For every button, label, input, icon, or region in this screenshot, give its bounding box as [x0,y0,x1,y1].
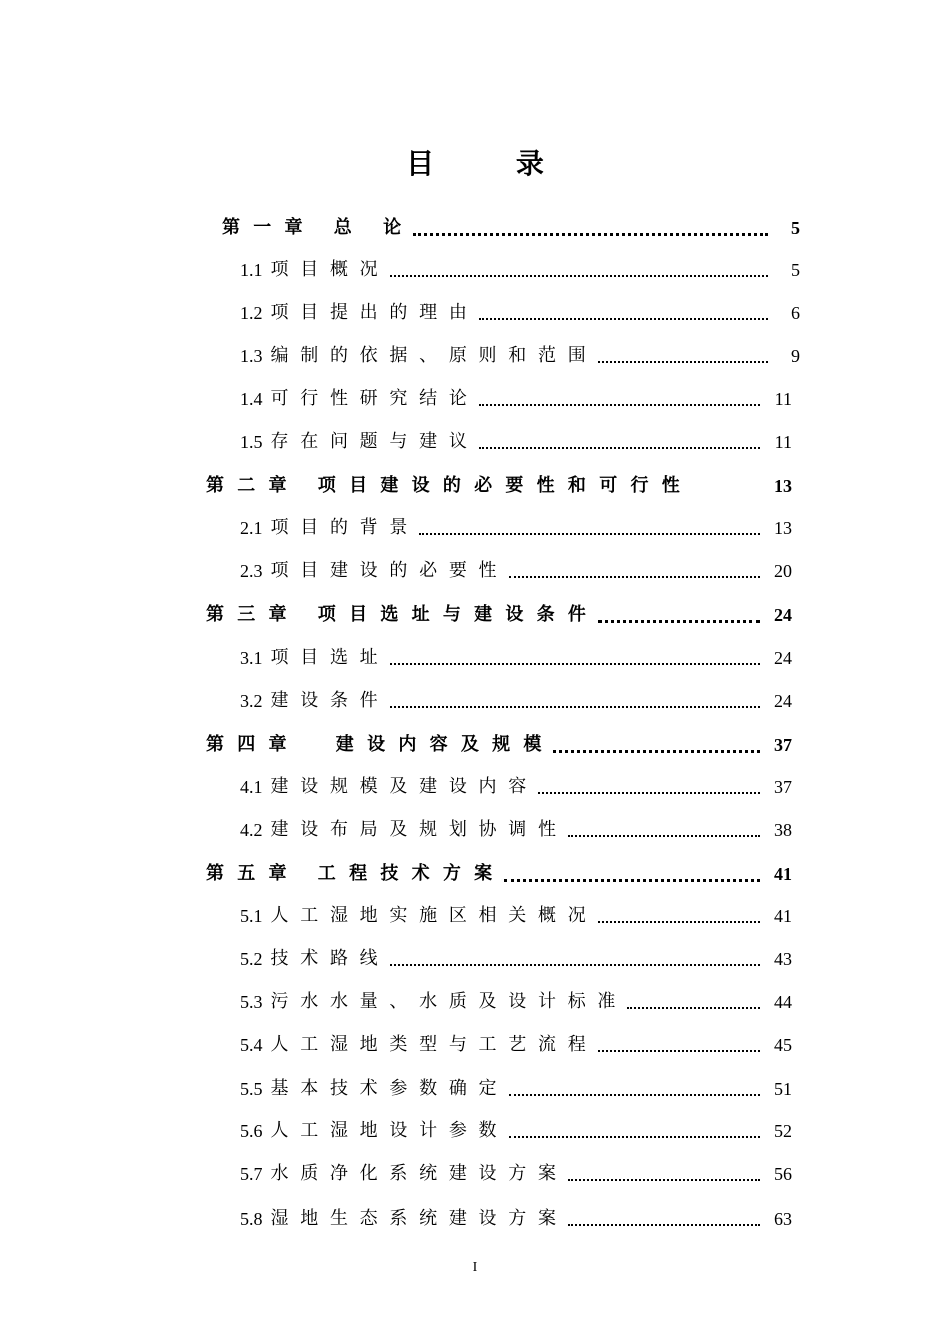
toc-section-entry[interactable] [240,510,792,540]
toc-section-title: 技 术 路 线 [270,948,378,969]
toc-page-number: 13 [774,476,792,496]
toc-chapter-title: 第 三 章 项 目 选 址 与 建 设 条 件 [206,604,586,625]
toc-section-number: 1.4 [240,389,263,409]
toc-section-entry[interactable] [240,553,792,583]
toc-page-number: 24 [774,605,792,625]
toc-chapter-entry[interactable] [222,210,800,240]
toc-page-number: 24 [774,648,792,668]
toc-section-entry[interactable] [240,1113,792,1143]
toc-dot-leader [479,306,768,320]
toc-section-number: 5.8 [240,1209,263,1229]
toc-page-number: 11 [774,432,792,452]
toc-title: 目 录 [406,147,580,180]
toc-section-title: 建 设 条 件 [270,690,378,711]
toc-chapter-title: 第 四 章 建 设 内 容 及 规 模 [206,734,542,755]
toc-section-number: 3.2 [240,691,263,711]
toc-dot-leader [390,263,768,277]
toc-dot-leader [419,521,760,535]
toc-section-entry[interactable] [240,252,800,282]
toc-section-title: 项 目 的 背 景 [270,517,408,538]
toc-section-number: 5.2 [240,949,263,969]
toc-section-number: 1.3 [240,346,263,366]
toc-section-entry[interactable] [240,640,792,670]
toc-section-number: 5.7 [240,1164,263,1184]
toc-section-number: 4.2 [240,820,263,840]
toc-section-title: 水 质 净 化 系 统 建 设 方 案 [270,1163,556,1184]
toc-section-entry[interactable] [240,424,792,454]
toc-section-title: 基 本 技 术 参 数 确 定 [270,1078,497,1099]
toc-dot-leader [598,349,768,363]
toc-section-entry[interactable] [240,1027,792,1057]
toc-dot-leader [504,867,760,882]
toc-section-title: 人 工 湿 地 实 施 区 相 关 概 况 [270,905,586,926]
toc-section-entry[interactable] [240,1071,792,1101]
toc-section-title: 项 目 概 况 [270,259,378,280]
toc-page-number: 13 [774,518,792,538]
toc-section-entry[interactable] [240,295,800,325]
toc-dot-leader [598,909,760,923]
toc-section-number: 1.1 [240,260,263,280]
toc-dot-leader [390,651,760,665]
toc-dot-leader [413,221,768,236]
toc-page-number: 24 [774,691,792,711]
toc-chapter-title: 第 五 章 工 程 技 术 方 案 [206,863,493,884]
toc-page-number: 44 [774,992,792,1012]
toc-section-title: 存 在 问 题 与 建 议 [270,431,467,452]
toc-page-number: 5 [791,260,800,280]
toc-section-entry[interactable] [240,381,792,411]
toc-page-number: 38 [774,820,792,840]
toc-chapter-entry[interactable] [206,856,792,886]
toc-page-number: 20 [774,561,792,581]
toc-section-title: 可 行 性 研 究 结 论 [270,388,467,409]
toc-dot-leader [553,738,760,753]
toc-page-number: 37 [774,735,792,755]
toc-dot-leader [390,952,760,966]
toc-section-title: 人 工 湿 地 类 型 与 工 艺 流 程 [270,1034,586,1055]
toc-page-number: 9 [791,346,800,366]
toc-section-number: 1.2 [240,303,263,323]
toc-section-title: 建 设 规 模 及 建 设 内 容 [270,776,527,797]
toc-section-title: 污 水 水 量 、 水 质 及 设 计 标 准 [270,991,616,1012]
toc-chapter-entry[interactable] [206,468,792,498]
toc-page-number: 41 [774,906,792,926]
toc-page-number: 45 [774,1035,792,1055]
toc-page-number: 6 [791,303,800,323]
toc-chapter-entry[interactable] [206,597,792,627]
toc-section-title: 项 目 选 址 [270,647,378,668]
toc-page-number: 52 [774,1121,792,1141]
toc-section-entry[interactable] [240,683,792,713]
toc-section-title: 编 制 的 依 据 、 原 则 和 范 围 [270,345,586,366]
toc-section-number: 2.1 [240,518,263,538]
toc-chapter-entry[interactable] [206,727,792,757]
toc-section-title: 人 工 湿 地 设 计 参 数 [270,1120,497,1141]
toc-section-entry[interactable] [240,769,792,799]
toc-dot-leader [627,995,760,1009]
toc-section-number: 5.3 [240,992,263,1012]
toc-chapter-title: 第 二 章 项 目 建 设 的 必 要 性 和 可 行 性 [206,475,680,496]
toc-dot-leader [598,1038,760,1052]
toc-dot-leader [692,482,760,494]
toc-dot-leader [568,1212,760,1226]
toc-section-title: 项 目 建 设 的 必 要 性 [270,560,497,581]
toc-page-number: 41 [774,864,792,884]
toc-section-number: 3.1 [240,648,263,668]
toc-page-number: 56 [774,1164,792,1184]
toc-section-title: 项 目 提 出 的 理 由 [270,302,467,323]
toc-section-entry[interactable] [240,338,800,368]
toc-section-entry[interactable] [240,984,792,1014]
toc-page-number: 37 [774,777,792,797]
toc-section-number: 5.6 [240,1121,263,1141]
toc-dot-leader [568,823,760,837]
page-number-footer: I [472,1260,478,1275]
toc-section-number: 1.5 [240,432,263,452]
toc-section-entry[interactable] [240,941,792,971]
toc-chapter-title: 第 一 章 总 论 [222,217,402,238]
toc-dot-leader [479,435,760,449]
toc-section-entry[interactable] [240,1201,792,1231]
toc-section-title: 建 设 布 局 及 规 划 协 调 性 [270,819,556,840]
toc-section-entry[interactable] [240,1156,792,1186]
toc-dot-leader [509,1082,760,1096]
toc-dot-leader [479,392,760,406]
toc-dot-leader [538,780,760,794]
toc-page-number: 51 [774,1079,792,1099]
toc-section-entry[interactable] [240,898,792,928]
toc-dot-leader [598,608,760,623]
toc-section-number: 5.4 [240,1035,263,1055]
toc-section-number: 5.5 [240,1079,263,1099]
toc-section-number: 4.1 [240,777,263,797]
toc-section-entry[interactable] [240,812,792,842]
toc-page-number: 43 [774,949,792,969]
toc-section-title: 湿 地 生 态 系 统 建 设 方 案 [270,1208,556,1229]
toc-section-number: 5.1 [240,906,263,926]
toc-page-number: 5 [791,218,800,238]
toc-section-number: 2.3 [240,561,263,581]
toc-dot-leader [509,1124,760,1138]
toc-page-number: 63 [774,1209,792,1229]
toc-dot-leader [509,564,760,578]
toc-dot-leader [390,694,760,708]
toc-page-number: 11 [774,389,792,409]
toc-dot-leader [568,1167,760,1181]
